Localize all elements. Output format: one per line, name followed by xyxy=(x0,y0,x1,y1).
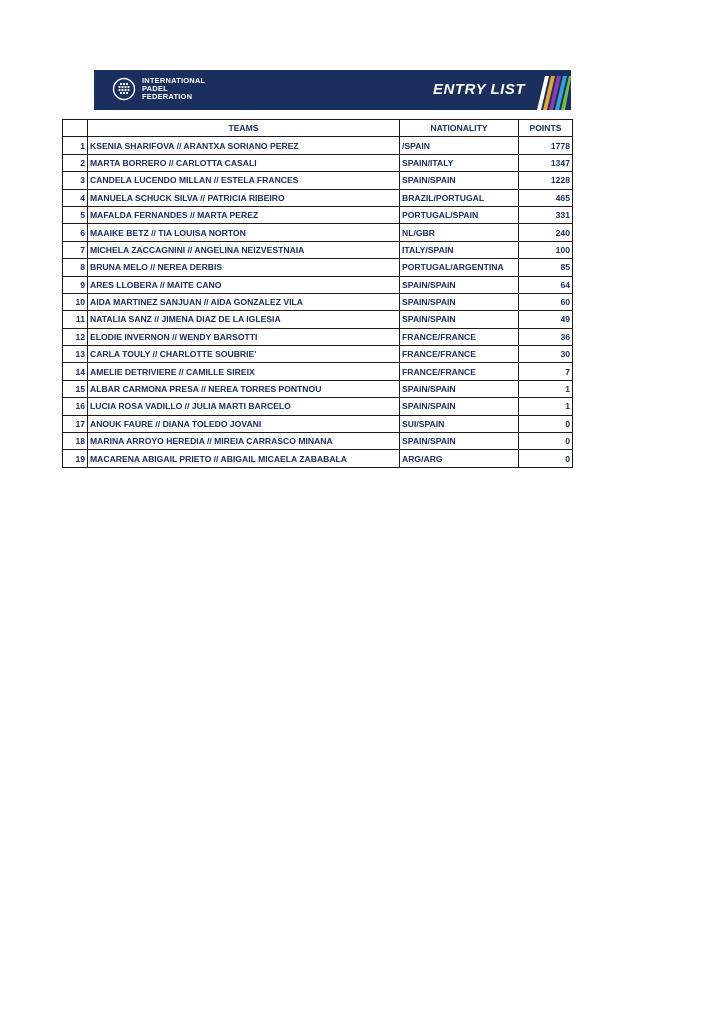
points-cell: 0 xyxy=(519,433,573,450)
nationality-cell: SPAIN/SPAIN xyxy=(400,398,519,415)
padel-ball-icon xyxy=(112,77,136,101)
team-cell: MARTA BORRERO // CARLOTTA CASALI xyxy=(88,154,400,171)
nationality-cell: SPAIN/SPAIN xyxy=(400,433,519,450)
table-row xyxy=(63,380,573,397)
table-row xyxy=(63,137,573,154)
points-cell: 49 xyxy=(519,311,573,328)
table-row xyxy=(63,276,573,293)
points-cell: 64 xyxy=(519,276,573,293)
table-header-row xyxy=(63,120,573,137)
points-cell: 36 xyxy=(519,328,573,345)
nationality-cell: SPAIN/SPAIN xyxy=(400,172,519,189)
points-cell: 1778 xyxy=(519,137,573,154)
rank-cell: 10 xyxy=(63,293,88,310)
decorative-stripes xyxy=(511,70,571,110)
team-cell: AMELIE DETRIVIERE // CAMILLE SIREIX xyxy=(88,363,400,380)
team-cell: BRUNA MELO // NEREA DERBIS xyxy=(88,259,400,276)
nationality-cell: PORTUGAL/ARGENTINA xyxy=(400,259,519,276)
points-cell: 1347 xyxy=(519,154,573,171)
table-row xyxy=(63,433,573,450)
nationality-cell: SPAIN/SPAIN xyxy=(400,293,519,310)
team-cell: ELODIE INVERNON // WENDY BARSOTTI xyxy=(88,328,400,345)
rank-cell: 3 xyxy=(63,172,88,189)
column-header-rank xyxy=(63,120,88,137)
rank-cell: 6 xyxy=(63,224,88,241)
points-cell: 1 xyxy=(519,380,573,397)
table-row xyxy=(63,415,573,432)
team-cell: MANUELA SCHUCK SILVA // PATRICIA RIBEIRO xyxy=(88,189,400,206)
points-cell: 240 xyxy=(519,224,573,241)
team-cell: ALBAR CARMONA PRESA // NEREA TORRES PONTNOU xyxy=(88,380,400,397)
nationality-cell: FRANCE/FRANCE xyxy=(400,328,519,345)
rank-cell: 9 xyxy=(63,276,88,293)
points-cell: 0 xyxy=(519,415,573,432)
rank-cell: 7 xyxy=(63,241,88,258)
nationality-cell: SPAIN/SPAIN xyxy=(400,276,519,293)
nationality-cell: FRANCE/FRANCE xyxy=(400,363,519,380)
team-cell: MACARENA ABIGAIL PRIETO // ABIGAIL MICAELA ZABABALA xyxy=(88,450,400,467)
rank-cell: 2 xyxy=(63,154,88,171)
nationality-cell: BRAZIL/PORTUGAL xyxy=(400,189,519,206)
org-name-line: INTERNATIONAL xyxy=(142,76,206,85)
org-name-line: FEDERATION xyxy=(142,92,193,101)
nationality-cell: ARG/ARG xyxy=(400,450,519,467)
points-cell: 0 xyxy=(519,450,573,467)
points-cell: 465 xyxy=(519,189,573,206)
page-title: ENTRY LIST xyxy=(433,81,525,98)
table-row xyxy=(63,311,573,328)
nationality-cell: SUI/SPAIN xyxy=(400,415,519,432)
table-row xyxy=(63,293,573,310)
table-row xyxy=(63,189,573,206)
team-cell: ARES LLOBERA // MAITE CANO xyxy=(88,276,400,293)
nationality-cell: ITALY/SPAIN xyxy=(400,241,519,258)
nationality-cell: /SPAIN xyxy=(400,137,519,154)
rank-cell: 5 xyxy=(63,206,88,223)
table-row xyxy=(63,328,573,345)
nationality-cell: PORTUGAL/SPAIN xyxy=(400,206,519,223)
points-cell: 85 xyxy=(519,259,573,276)
points-cell: 7 xyxy=(519,363,573,380)
table-row xyxy=(63,450,573,467)
federation-logo xyxy=(112,77,205,101)
table-row xyxy=(63,259,573,276)
nationality-cell: SPAIN/ITALY xyxy=(400,154,519,171)
table-row xyxy=(63,398,573,415)
table-row xyxy=(63,154,573,171)
org-name-line: PADEL xyxy=(142,84,168,93)
rank-cell: 18 xyxy=(63,433,88,450)
team-cell: AIDA MARTINEZ SANJUAN // AIDA GONZALEZ VILA xyxy=(88,293,400,310)
team-cell: MICHELA ZACCAGNINI // ANGELINA NEIZVESTNAIA xyxy=(88,241,400,258)
team-cell: CANDELA LUCENDO MILLAN // ESTELA FRANCES xyxy=(88,172,400,189)
rank-cell: 17 xyxy=(63,415,88,432)
rank-cell: 15 xyxy=(63,380,88,397)
team-cell: KSENIA SHARIFOVA // ARANTXA SORIANO PEREZ xyxy=(88,137,400,154)
table-row xyxy=(63,172,573,189)
rank-cell: 12 xyxy=(63,328,88,345)
points-cell: 60 xyxy=(519,293,573,310)
nationality-cell: NL/GBR xyxy=(400,224,519,241)
team-cell: ANOUK FAURE // DIANA TOLEDO JOVANI xyxy=(88,415,400,432)
rank-cell: 19 xyxy=(63,450,88,467)
team-cell: MAFALDA FERNANDES // MARTA PEREZ xyxy=(88,206,400,223)
rank-cell: 4 xyxy=(63,189,88,206)
column-header-points: POINTS xyxy=(519,120,573,137)
team-cell: CARLA TOULY // CHARLOTTE SOUBRIE' xyxy=(88,346,400,363)
rank-cell: 1 xyxy=(63,137,88,154)
points-cell: 100 xyxy=(519,241,573,258)
table-row xyxy=(63,363,573,380)
rank-cell: 11 xyxy=(63,311,88,328)
rank-cell: 8 xyxy=(63,259,88,276)
table-row xyxy=(63,224,573,241)
points-cell: 30 xyxy=(519,346,573,363)
entry-list-table xyxy=(62,119,573,468)
nationality-cell: SPAIN/SPAIN xyxy=(400,311,519,328)
rank-cell: 16 xyxy=(63,398,88,415)
column-header-teams: TEAMS xyxy=(88,120,400,137)
team-cell: LUCIA ROSA VADILLO // JULIA MARTI BARCELO xyxy=(88,398,400,415)
points-cell: 331 xyxy=(519,206,573,223)
nationality-cell: FRANCE/FRANCE xyxy=(400,346,519,363)
nationality-cell: SPAIN/SPAIN xyxy=(400,380,519,397)
team-cell: NATALIA SANZ // JIMENA DIAZ DE LA IGLESIA xyxy=(88,311,400,328)
points-cell: 1 xyxy=(519,398,573,415)
column-header-nationality: NATIONALITY xyxy=(400,120,519,137)
entry-list-header xyxy=(94,70,571,110)
points-cell: 1228 xyxy=(519,172,573,189)
table-row xyxy=(63,346,573,363)
rank-cell: 14 xyxy=(63,363,88,380)
rank-cell: 13 xyxy=(63,346,88,363)
table-row xyxy=(63,241,573,258)
team-cell: MAAIKE BETZ // TIA LOUISA NORTON xyxy=(88,224,400,241)
team-cell: MARINA ARROYO HEREDIA // MIREIA CARRASCO MINANA xyxy=(88,433,400,450)
table-row xyxy=(63,206,573,223)
